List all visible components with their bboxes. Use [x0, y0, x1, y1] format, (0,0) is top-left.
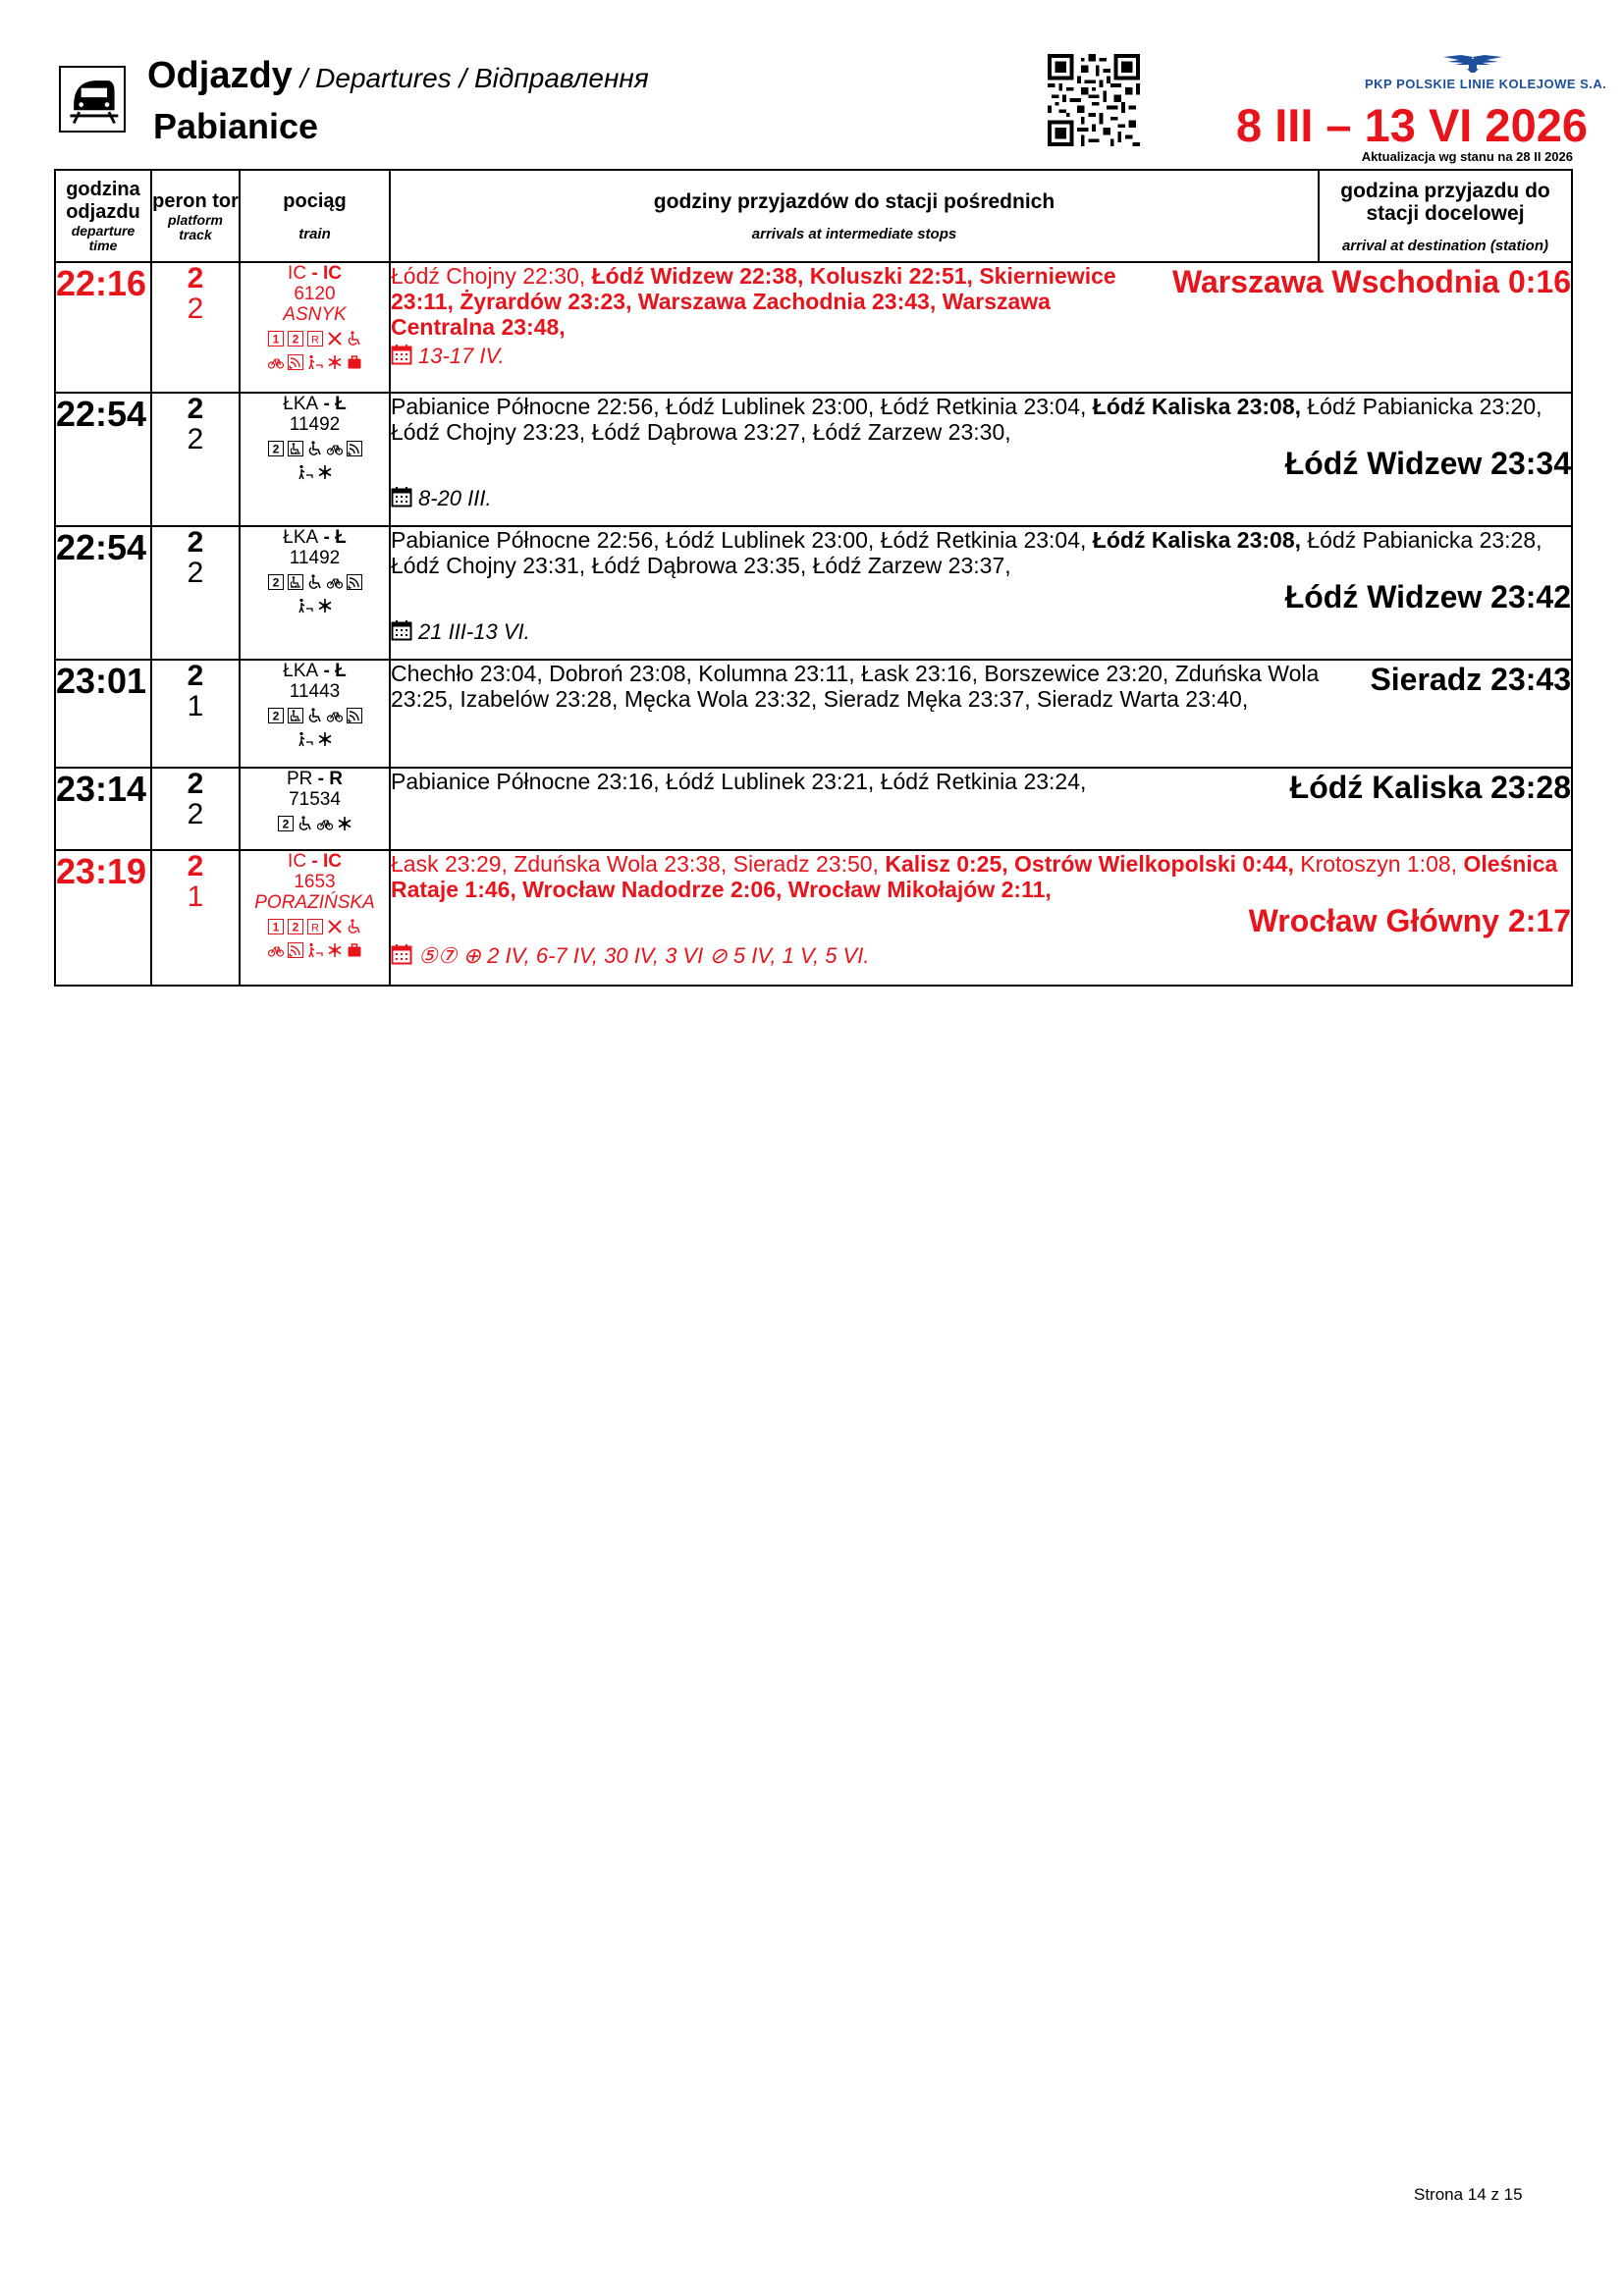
class-2-icon: [288, 919, 303, 934]
air-conditioning-icon: [327, 942, 343, 958]
train-category-code: Ł: [335, 661, 347, 681]
route-info: [390, 768, 1572, 850]
calendar-note: [391, 486, 1571, 511]
destination-arrival: Sieradz 23:43: [1370, 662, 1571, 697]
intermediate-stops: [391, 661, 1571, 712]
train-carrier: PR: [286, 769, 313, 789]
platform-number: 2: [187, 768, 204, 800]
title-subtitle: / Departures / Відправлення: [292, 63, 649, 93]
train-category-code: Ł: [335, 527, 347, 548]
col-destination-pl: godzina przyjazdu do stacji docelowej: [1340, 179, 1550, 225]
intermediate-stops: [391, 851, 1571, 902]
train-cell[interactable]: [240, 393, 390, 526]
reservation-icon: [307, 331, 323, 347]
train-category: [241, 263, 389, 284]
stops-major: Kalisz 0:25, Ostrów Wielkopolski 0:44,: [885, 851, 1294, 877]
train-carrier: ŁKA: [283, 394, 319, 414]
air-conditioning-icon: [317, 731, 333, 747]
wheelchair-icon: [347, 919, 362, 934]
track-number: 1: [187, 690, 204, 722]
stops-plain: Chechło 23:04, Dobroń 23:08, Kolumna 23:11, Łask 23:16, Borszewice 23:20, Zduńska Wola 23:25, Izabelów 23:28, Męcka Wola 23:32, Sieradz Męka 23:37, Sieradz Warta 23:40,: [391, 661, 1320, 712]
destination-line: [391, 578, 1571, 615]
wheelchair-icon: [298, 816, 313, 831]
platform-number: 2: [187, 262, 204, 294]
track-number: 2: [187, 423, 204, 455]
train-number: 1653: [294, 872, 336, 892]
svg-text:2: 2: [272, 709, 279, 723]
category-separator: -: [312, 769, 330, 789]
bicycle-icon: [268, 942, 284, 958]
svg-text:2: 2: [272, 575, 279, 590]
class-2-icon: [268, 708, 284, 723]
train-amenities: [241, 812, 389, 835]
stops-tail: Łódź Pabianicka 23:28, Łódź Chojny 23:31, Łódź Dąbrowa 23:35, Łódź Zarzew 23:37,: [391, 527, 1542, 578]
train-cell[interactable]: [240, 262, 390, 393]
calendar-text: 21 III-13 VI.: [418, 619, 530, 644]
destination-arrival: Wrocław Główny 2:17: [1248, 903, 1571, 938]
col-train-en: train: [298, 226, 331, 242]
col-intermediate-pl: godziny przyjazdów do stacji pośrednich: [653, 190, 1055, 213]
svg-text:2: 2: [282, 817, 289, 831]
stops-plain: Pabianice Północne 22:56, Łódź Lublinek 23:00, Łódź Retkinia 23:04,: [391, 394, 1093, 419]
platform-cell: [151, 262, 240, 393]
platform-number: 2: [187, 850, 204, 882]
table-row[interactable]: [55, 850, 1572, 986]
air-conditioning-icon: [317, 598, 333, 614]
train-number: 6120: [294, 284, 336, 304]
train-category-code: IC: [322, 851, 342, 872]
platform-cell: [151, 768, 240, 850]
platform-number: 2: [187, 393, 204, 425]
train-carrier: ŁKA: [283, 527, 319, 548]
title-main: Odjazdy: [147, 55, 293, 96]
train-cell[interactable]: [240, 850, 390, 986]
departure-time: 22:54: [55, 526, 151, 660]
train-name: ASNYK: [283, 304, 347, 325]
col-departure-pl: godzina odjazdu: [66, 179, 140, 223]
class-1-icon: [268, 331, 284, 347]
calendar-icon: [391, 619, 412, 641]
wheelchair-icon: [307, 708, 323, 723]
col-destination-en: arrival at destination (station): [1341, 237, 1549, 254]
table-row[interactable]: [55, 768, 1572, 850]
qr-code-icon[interactable]: [1048, 54, 1140, 146]
wheelchair-lift-icon: [288, 708, 303, 723]
operator-name: PKP POLSKIE LINIE KOLEJOWE S.A.: [1365, 77, 1607, 91]
destination-arrival: Łódź Widzew 23:34: [1284, 446, 1571, 481]
train-category: [241, 769, 389, 789]
calendar-icon: [391, 486, 412, 507]
col-platform: [151, 170, 240, 262]
air-conditioning-icon: [327, 354, 343, 370]
wifi-icon: [347, 441, 362, 456]
svg-text:2: 2: [292, 332, 298, 347]
wheelchair-lift-icon: [288, 574, 303, 590]
calendar-note: [391, 943, 1571, 969]
departures-table: [54, 169, 1573, 987]
train-carrier: IC: [288, 851, 307, 872]
route-info: [390, 393, 1572, 526]
wifi-icon: [347, 708, 362, 723]
air-conditioning-icon: [337, 816, 352, 831]
calendar-icon: [391, 943, 412, 965]
intermediate-stops: [391, 263, 1571, 340]
svg-text:2: 2: [292, 920, 298, 934]
destination-arrival: Łódź Kaliska 23:28: [1289, 770, 1571, 805]
departures-train-icon: [59, 66, 126, 133]
train-amenities: [241, 915, 389, 962]
stops-major: Łódź Kaliska 23:08,: [1092, 394, 1301, 419]
wheelchair-icon: [307, 441, 323, 456]
departure-time: 23:19: [55, 850, 151, 986]
col-departure-time: [55, 170, 151, 262]
col-platform-pl: peron tor: [152, 189, 239, 212]
svg-text:1: 1: [272, 332, 279, 347]
wifi-icon: [288, 942, 303, 958]
category-separator: -: [306, 263, 323, 284]
validity-period: 8 III – 13 VI 2026: [1236, 99, 1588, 151]
departure-time: 23:01: [55, 660, 151, 768]
calendar-text: 13-17 IV.: [418, 344, 505, 368]
table-row[interactable]: [55, 262, 1572, 393]
stops-tail: Krotoszyn 1:08,: [1293, 851, 1464, 877]
destination-line: [391, 445, 1571, 482]
svg-text:R: R: [310, 334, 319, 347]
reservation-icon: [307, 919, 323, 934]
train-amenities: [241, 570, 389, 617]
bicycle-icon: [317, 816, 333, 831]
train-number: 11443: [289, 681, 341, 702]
col-platform-en: platform track: [168, 211, 223, 242]
accessible-boarding-icon: [298, 731, 313, 747]
table-row[interactable]: [55, 393, 1572, 526]
train-cell[interactable]: [240, 768, 390, 850]
train-category: [241, 851, 389, 872]
destination-arrival: Warszawa Wschodnia 0:16: [1171, 264, 1571, 299]
platform-cell: [151, 660, 240, 768]
intermediate-stops: [391, 527, 1571, 578]
page-title: [147, 55, 649, 97]
class-1-icon: [268, 919, 284, 934]
train-amenities: [241, 437, 389, 484]
table-row[interactable]: [55, 526, 1572, 660]
page-number: Strona 14 z 15: [1414, 2185, 1523, 2204]
accessible-boarding-icon: [307, 942, 323, 958]
col-departure-en: departure time: [71, 223, 135, 253]
calendar-text: 8-20 III.: [418, 486, 492, 510]
destination-arrival: Łódź Widzew 23:42: [1284, 579, 1571, 614]
track-number: 1: [187, 881, 204, 913]
route-info: [390, 526, 1572, 660]
update-note: Aktualizacja wg stanu na 28 II 2026: [1361, 149, 1573, 164]
class-2-icon: [288, 331, 303, 347]
svg-text:1: 1: [272, 920, 279, 934]
accessible-boarding-icon: [307, 354, 323, 370]
route-info: [390, 660, 1572, 768]
train-cell[interactable]: [240, 526, 390, 660]
train-number: 71534: [289, 789, 341, 810]
train-name: PORAZIŃSKA: [254, 892, 375, 913]
train-category: [241, 394, 389, 414]
bicycle-icon: [327, 441, 343, 456]
stops-major: Łódź Widzew 22:38, Koluszki 22:51, Skierniewice 23:11, Żyrardów 23:23, Warszawa Zachodnia 23:43, Warszawa Centralna 23:48,: [391, 263, 1116, 340]
col-train-pl: pociąg: [283, 190, 347, 212]
stops-major: Łódź Kaliska 23:08,: [1092, 527, 1301, 553]
route-info: [390, 262, 1572, 393]
platform-number: 2: [187, 660, 204, 692]
svg-text:R: R: [310, 922, 319, 934]
stops-plain: Łask 23:29, Zduńska Wola 23:38, Sieradz 23:50,: [391, 851, 886, 877]
intermediate-stops: [391, 394, 1571, 445]
luggage-icon: [347, 942, 362, 958]
wifi-icon: [288, 354, 303, 370]
table-row[interactable]: [55, 660, 1572, 768]
stops-plain: Pabianice Północne 22:56, Łódź Lublinek 23:00, Łódź Retkinia 23:04,: [391, 527, 1093, 553]
wifi-icon: [347, 574, 362, 590]
category-separator: -: [318, 394, 336, 414]
platform-cell: [151, 526, 240, 660]
track-number: 2: [187, 798, 204, 830]
track-number: 2: [187, 557, 204, 589]
accessible-boarding-icon: [298, 598, 313, 614]
wheelchair-icon: [307, 574, 323, 590]
train-number: 11492: [289, 548, 341, 568]
calendar-icon: [391, 344, 412, 365]
train-amenities: [241, 704, 389, 751]
train-cell[interactable]: [240, 660, 390, 768]
class-2-icon: [268, 441, 284, 456]
calendar-text: ⑤⑦ ⊕ 2 IV, 6-7 IV, 30 IV, 3 VI ⊘ 5 IV, 1 V, 5 VI.: [418, 943, 870, 968]
departure-time: 22:54: [55, 393, 151, 526]
train-number: 11492: [289, 414, 341, 435]
train-carrier: IC: [288, 263, 307, 284]
category-separator: -: [318, 661, 336, 681]
wheelchair-icon: [347, 331, 362, 347]
intermediate-stops: [391, 769, 1571, 805]
departure-time: 23:14: [55, 768, 151, 850]
platform-number: 2: [187, 526, 204, 559]
svg-text:2: 2: [272, 442, 279, 456]
platform-cell: [151, 393, 240, 526]
train-category: [241, 661, 389, 681]
col-train: [240, 170, 390, 262]
bicycle-icon: [268, 354, 284, 370]
stops-plain: Łódź Chojny 22:30,: [391, 263, 592, 289]
departure-time: 22:16: [55, 262, 151, 393]
restaurant-icon: [327, 919, 343, 934]
stops-tail: Łódź Pabianicka 23:20, Łódź Chojny 23:23, Łódź Dąbrowa 23:27, Łódź Zarzew 23:30,: [391, 394, 1542, 445]
restaurant-icon: [327, 331, 343, 347]
stops-major-2: Oleśnica Rataje 1:46, Wrocław Nadodrze 2:06, Wrocław Mikołajów 2:11,: [391, 851, 1558, 902]
platform-cell: [151, 850, 240, 986]
bicycle-icon: [327, 708, 343, 723]
train-category-code: Ł: [335, 394, 347, 414]
category-separator: -: [318, 527, 336, 548]
category-separator: -: [306, 851, 323, 872]
air-conditioning-icon: [317, 464, 333, 480]
station-name: Pabianice: [153, 106, 319, 146]
calendar-note: [391, 619, 1571, 645]
train-category: [241, 527, 389, 548]
bicycle-icon: [327, 574, 343, 590]
route-info: [390, 850, 1572, 986]
luggage-icon: [347, 354, 362, 370]
accessible-boarding-icon: [298, 464, 313, 480]
class-2-icon: [278, 816, 294, 831]
stops-plain: Pabianice Północne 23:16, Łódź Lublinek 23:21, Łódź Retkinia 23:24,: [391, 769, 1087, 794]
train-category-code: IC: [322, 263, 342, 284]
train-carrier: ŁKA: [283, 661, 319, 681]
wheelchair-lift-icon: [288, 441, 303, 456]
class-2-icon: [268, 574, 284, 590]
train-category-code: R: [329, 769, 344, 789]
col-destination: [1319, 170, 1572, 262]
table-header: [55, 170, 1572, 262]
col-intermediate-en: arrivals at intermediate stops: [751, 226, 957, 242]
train-amenities: [241, 327, 389, 374]
calendar-note: [391, 344, 1571, 369]
track-number: 2: [187, 293, 204, 325]
col-intermediate: [390, 170, 1319, 262]
destination-line: [391, 902, 1571, 939]
